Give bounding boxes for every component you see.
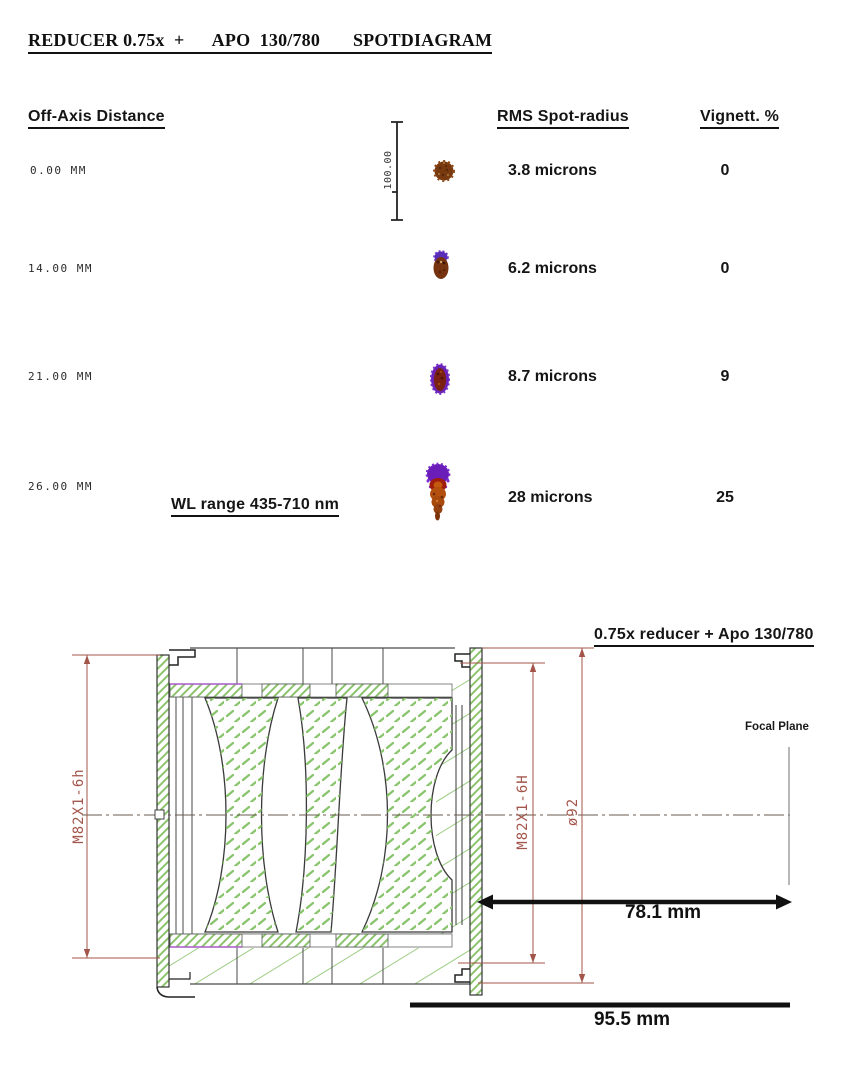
thread-left-label: M82X1-6h — [71, 768, 87, 844]
column-header-off-axis: Off-Axis Distance — [28, 108, 165, 129]
vignetting-value: 9 — [720, 368, 730, 385]
spot-blob-26mm — [424, 461, 452, 525]
rms-value: 8.7 microns — [508, 368, 597, 385]
column-header-rms: RMS Spot-radius — [497, 108, 629, 129]
vignetting-value: 0 — [720, 260, 730, 277]
rms-value: 28 microns — [508, 489, 593, 506]
distance-label: 0.00 MM — [30, 164, 87, 177]
distance-label: 21.00 MM — [28, 370, 93, 383]
wl-range-label: WL range 435-710 nm — [171, 496, 339, 517]
lens-assembly-drawing — [0, 610, 846, 1069]
drawing-title: 0.75x reducer + Apo 130/780 — [594, 626, 814, 647]
distance-label: 14.00 MM — [28, 262, 93, 275]
spot-blob-14mm — [432, 250, 450, 282]
spot-blob-0mm — [431, 158, 457, 184]
column-header-vignett: Vignett. % — [700, 108, 779, 129]
scale-bar-label: 100.00 — [383, 150, 394, 190]
optical-centerline — [82, 810, 790, 819]
back-focus-dimension: 78.1 mm — [624, 902, 702, 923]
vignetting-value: 25 — [716, 489, 734, 506]
rms-value: 6.2 microns — [508, 260, 597, 277]
vignetting-value: 0 — [720, 162, 730, 179]
rms-value: 3.8 microns — [508, 162, 597, 179]
barrel-length-dimension: 95.5 mm — [593, 1009, 671, 1030]
diameter-label: ø92 — [565, 797, 581, 827]
page-title: REDUCER 0.75x + APO 130/780 SPOTDIAGRAM — [28, 30, 492, 54]
focal-plane-label: Focal Plane — [745, 721, 809, 733]
distance-label: 26.00 MM — [28, 480, 93, 493]
thread-right-label: M82X1-6H — [515, 774, 531, 850]
spot-blob-21mm — [430, 362, 450, 396]
